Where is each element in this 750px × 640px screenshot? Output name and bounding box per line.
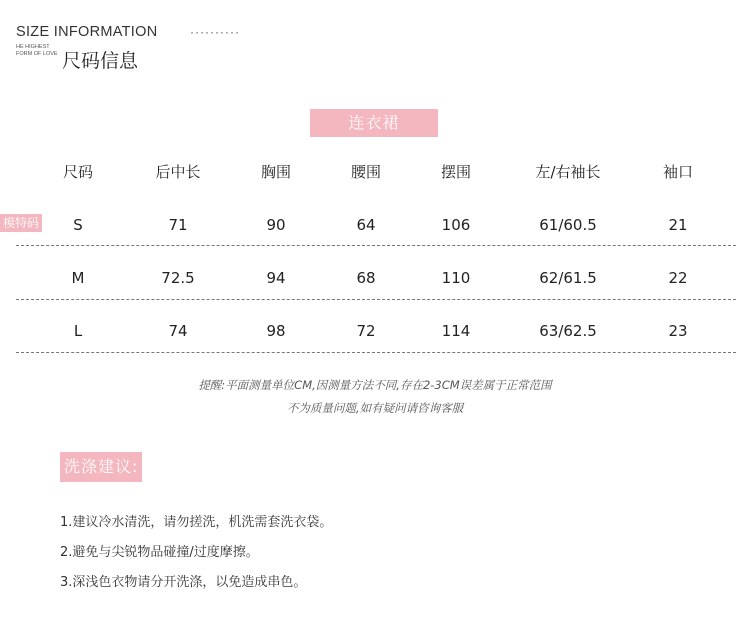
table-cell: 62/61.5 — [539, 269, 597, 287]
wash-item: 1.建议冷水清洗，请勿搓洗，机洗需套洗衣袋。 — [60, 515, 333, 530]
table-cell: S — [73, 216, 83, 234]
table-cell: 22 — [668, 269, 688, 287]
header-dots: ·········· — [190, 25, 240, 39]
row-divider — [16, 245, 736, 246]
table-row — [16, 256, 736, 300]
table-cell: 98 — [266, 322, 286, 340]
column-header-size: 尺码 — [62, 163, 94, 181]
table-cell: M — [71, 269, 85, 287]
table-cell: 74 — [168, 322, 188, 340]
header-title-en: SIZE INFORMATION — [16, 24, 158, 40]
table-cell: 72.5 — [161, 269, 195, 287]
table-cell: 72 — [356, 322, 376, 340]
table-cell: 71 — [168, 216, 188, 234]
row-divider — [16, 352, 736, 353]
header-title-cn: 尺码信息 — [62, 50, 139, 72]
table-cell: 23 — [668, 322, 688, 340]
table-cell: 90 — [266, 216, 286, 234]
column-header-bust: 胸围 — [260, 163, 292, 181]
table-cell: L — [73, 322, 83, 340]
wash-item: 3.深浅色衣物请分开洗涤，以免造成串色。 — [60, 575, 307, 590]
table-cell: 68 — [356, 269, 376, 287]
table-cell: 61/60.5 — [539, 216, 597, 234]
table-cell: 94 — [266, 269, 286, 287]
wash-item: 2.避免与尖锐物品碰撞/过度摩擦。 — [60, 545, 259, 560]
header-slogan — [16, 44, 58, 58]
table-header-row — [16, 150, 736, 194]
table-cell: 110 — [441, 269, 471, 287]
column-header-sleeve: 左/右袖长 — [535, 163, 601, 181]
column-header-cuff: 袖口 — [662, 163, 694, 181]
table-row — [16, 203, 736, 247]
measurement-note-line1: 提醒:平面测量单位CM,因测量方法不同,存在2-3CM误差属于正常范围 — [198, 378, 552, 392]
header-slogan-line2: FORM OF LOVE — [16, 51, 58, 57]
column-header-hem: 摆围 — [440, 163, 472, 181]
model-size-tag: 模特码 — [0, 214, 42, 232]
wash-title: 洗涤建议: — [60, 452, 142, 482]
column-header-waist: 腰围 — [350, 163, 382, 181]
table-cell: 63/62.5 — [539, 322, 597, 340]
table-cell: 64 — [356, 216, 376, 234]
table-cell: 21 — [668, 216, 688, 234]
table-cell: 114 — [441, 322, 471, 340]
section-badge: 连衣裙 — [310, 109, 438, 137]
table-cell: 106 — [441, 216, 471, 234]
header-slogan-line1: HE HIGHEST — [16, 44, 50, 50]
row-divider — [16, 299, 736, 300]
column-header-back-length: 后中长 — [155, 163, 201, 181]
table-row — [16, 309, 736, 353]
measurement-note-line2: 不为质量问题,如有疑问请咨询客服 — [286, 401, 464, 415]
